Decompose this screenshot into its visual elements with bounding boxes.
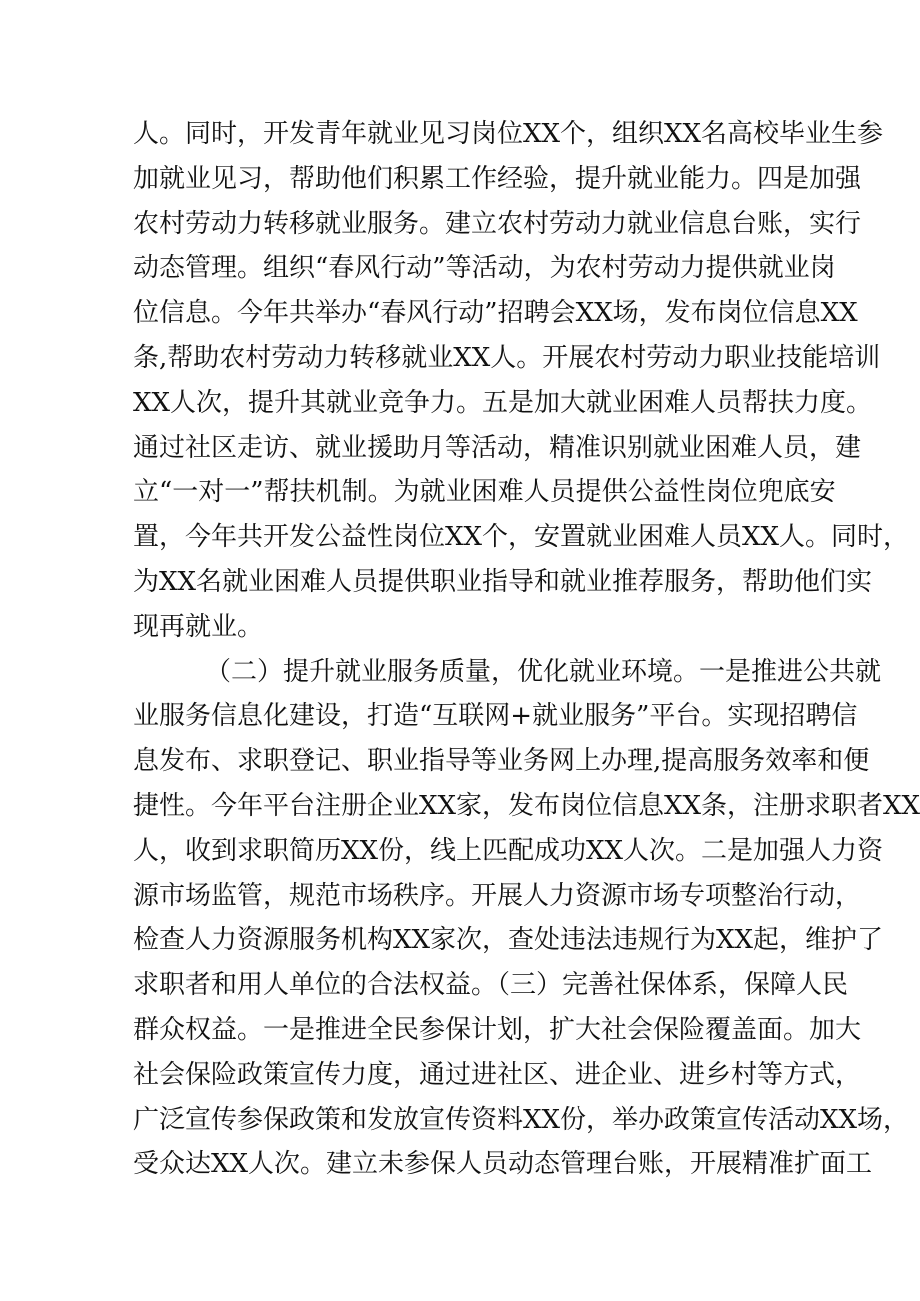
text-line: XX人次，提升其就业竞争力。五是加大就业困难人员帮扶力度。 <box>133 387 873 418</box>
text-line: 置，今年共开发公益性岗位XX个，安置就业困难人员XX人。同时， <box>133 522 910 553</box>
text-line: 人。同时，开发青年就业见习岗位XX个，组织XX名高校毕业生参 <box>133 119 884 149</box>
text-line: 受众达XX人次。建立未参保人员动态管理台账，开展精准扩面工 <box>133 1149 873 1180</box>
text-line: 动态管理。组织“春风行动”等活动，为农村劳动力提供就业岗 <box>133 253 836 284</box>
text-line: 农村劳动力转移就业服务。建立农村劳动力就业信息台账，实行 <box>133 208 862 239</box>
text-line: 条,帮助农村劳动力转移就业XX人。开展农村劳动力职业技能培训 <box>133 342 881 373</box>
text-line: 位信息。今年共举办“春风行动”招聘会XX场，发布岗位信息XX <box>133 298 858 329</box>
text-line: 源市场监管，规范市场秩序。开展人力资源市场专项整治行动， <box>133 880 862 911</box>
text-line: 人，收到求职简历XX份，线上匹配成功XX人次。二是加强人力资 <box>133 835 884 866</box>
text-line: 求职者和用人单位的合法权益。（三）完善社保体系，保障人民 <box>133 970 849 1001</box>
paragraph-heading-line: （二）提升就业服务质量，优化就业环境。一是推进公共就 <box>205 656 882 687</box>
text-line: 群众权益。一是推进全民参保计划，扩大社会保险覆盖面。加大 <box>133 1014 862 1045</box>
text-line: 捷性。今年平台注册企业XX家，发布岗位信息XX条，注册求职者XX <box>133 790 920 821</box>
text-line: 立“一对一”帮扶机制。为就业困难人员提供公益性岗位兜底安 <box>133 477 836 508</box>
text-line: 息发布、求职登记、职业指导等业务网上办理,提高服务效率和便 <box>133 746 870 777</box>
text-line: 通过社区走访、就业援助月等活动，精准识别就业困难人员，建 <box>133 432 862 463</box>
text-line: 广泛宣传参保政策和发放宣传资料XX份，举办政策宣传活动XX场， <box>133 1104 910 1135</box>
text-line: 业服务信息化建设，打造“互联网+就业服务”平台。实现招聘信 <box>133 701 858 732</box>
text-line: 社会保险政策宣传力度，通过进社区、进企业、进乡村等方式， <box>133 1059 862 1090</box>
body-text <box>133 112 920 1187</box>
text-line: 加就业见习，帮助他们积累工作经验，提升就业能力。四是加强 <box>133 163 862 194</box>
text-line: 为XX名就业困难人员提供职业指导和就业推荐服务，帮助他们实 <box>133 566 873 597</box>
text-line: 检查人力资源服务机构XX家次，查处违法违规行为XX起，维护了 <box>133 925 884 956</box>
text-line: 现再就业。 <box>133 611 264 642</box>
